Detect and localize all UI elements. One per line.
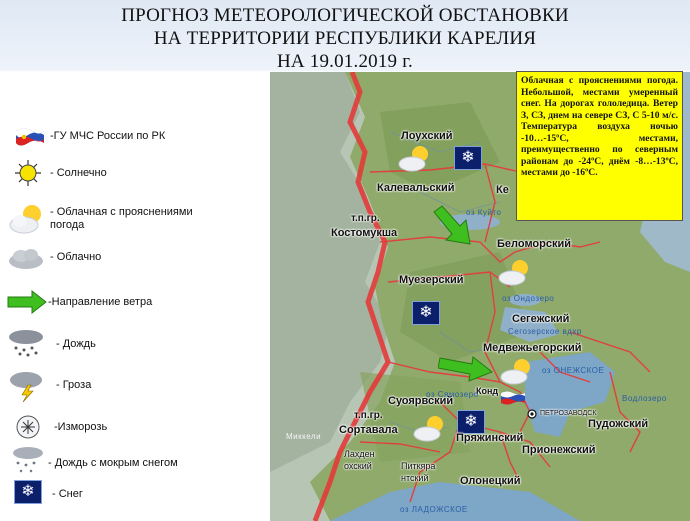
- legend-row-sun: [0, 158, 270, 188]
- sun-icon: [6, 158, 46, 188]
- title-line-3: НА 19.01.2019 г.: [276, 51, 414, 72]
- region-tpgr-sortavala: т.п.гр.: [354, 410, 383, 421]
- region-kostomuksha: Костомукша: [331, 227, 398, 239]
- water-vodlozero: Водлозеро: [622, 394, 667, 403]
- region-lakhdenpokhsky-1: Лахден: [344, 449, 375, 459]
- legend-label-frost: -Изморозь: [54, 421, 108, 433]
- wind-arrow-icon: [438, 354, 494, 384]
- legend-row-frost: [0, 412, 270, 442]
- region-sortavala: Сортавала: [339, 424, 398, 436]
- region-belomorsky: Беломорский: [497, 238, 572, 250]
- water-syamozero: оз Сямозеро: [426, 390, 479, 399]
- region-lakhdenpokhsky-2: охский: [344, 461, 372, 471]
- forecast-text-box: Облачная с прояснениями погода. Небольшой, местами умеренный снег. На дорогах гололедица. Ветер З, СЗ, днем на севере СЗ, С 5-10 м/с. Температура воздуха ночью -10…-15ºС, местами, преимущественно по северным районам до -24ºС, днём -8…-13ºС, местами до -16ºС.: [516, 71, 683, 221]
- flag-icon: [6, 123, 46, 153]
- legend-row-partly-cloudy: [0, 202, 270, 238]
- flag-icon: [500, 390, 526, 406]
- water-ladoga: оз ЛАДОЖСКОЕ: [400, 505, 468, 514]
- legend-row-cloud: [0, 243, 270, 273]
- region-pitkyaranta-1: Питкяра: [401, 461, 436, 471]
- partly-cloudy-icon: [411, 414, 447, 444]
- city-petrozavodsk: ПЕТРОЗАВОДСК: [540, 410, 597, 417]
- cloud-icon: [6, 243, 46, 273]
- region-prionezhsky: Прионежский: [522, 444, 596, 456]
- sleet-icon: [6, 445, 46, 475]
- legend-label-snow: - Снег: [52, 488, 83, 500]
- region-kalevalsky: Калевальский: [377, 182, 455, 194]
- legend-row-rain: [0, 328, 270, 358]
- region-pudozhsky: Пудожский: [588, 418, 649, 430]
- region-suoyarvsky: Суоярвский: [388, 395, 454, 407]
- legend-label-partly-cloudy: - Облачная с прояснениями погода: [50, 206, 193, 231]
- region-kem: Ке: [496, 184, 509, 196]
- partly-cloudy-icon: [6, 202, 46, 238]
- partly-cloudy-icon: [496, 258, 532, 288]
- region-medvezhyegorsky: Медвежьегорский: [483, 342, 582, 354]
- legend-row-wind: [0, 287, 270, 317]
- region-pryazhinsky: Пряжинский: [456, 432, 524, 444]
- legend-label-wind: -Направление ветра: [48, 296, 153, 308]
- legend-row-thunderstorm: [0, 369, 270, 403]
- title-line-1: ПРОГНОЗ МЕТЕОРОЛОГИЧЕСКОЙ ОБСТАНОВКИ: [121, 5, 569, 26]
- legend-label-flag: -ГУ МЧС России по РК: [50, 130, 166, 142]
- region-pitkyaranta-2: нтский: [401, 473, 429, 483]
- water-kuito: оз Куйто: [466, 208, 502, 217]
- legend-row-flag: [0, 123, 270, 153]
- frost-icon: [6, 412, 46, 442]
- snowflake-icon: ❄: [412, 301, 440, 325]
- legend-row-sleet: [0, 445, 270, 475]
- legend-row-snow: [0, 478, 270, 508]
- snowflake-icon: ❄: [454, 146, 482, 170]
- region-muezersky: Муезерский: [399, 274, 464, 286]
- title-line-2: НА ТЕРРИТОРИИ РЕСПУБЛИКИ КАРЕЛИЯ: [153, 28, 537, 49]
- region-tpgr-kostomuksha: т.п.гр.: [351, 213, 380, 224]
- legend: [0, 72, 270, 521]
- water-mikkeli: Миккели: [286, 432, 322, 441]
- water-onego: оз ОНЕЖСКОЕ: [542, 366, 605, 375]
- legend-label-cloud: - Облачно: [50, 251, 102, 263]
- region-olonetsky: Олонецкий: [460, 475, 521, 487]
- region-kondopoga: Конд: [476, 386, 499, 396]
- region-louhsky: Лоухский: [401, 130, 453, 142]
- legend-label-sleet: - Дождь с мокрым снегом: [48, 457, 178, 469]
- water-onda: оз Ондозеро: [502, 294, 555, 303]
- snowflake-icon: ❄: [14, 480, 42, 504]
- partly-cloudy-icon: [498, 357, 534, 387]
- region-segezhsky: Сегежский: [512, 313, 570, 325]
- partly-cloudy-icon: [396, 144, 432, 174]
- thunderstorm-icon: [6, 369, 46, 403]
- wind-arrow-icon: [6, 287, 46, 317]
- legend-label-rain: - Дождь: [56, 338, 96, 350]
- legend-label-sun: - Солнечно: [50, 167, 107, 179]
- water-segozero: Сегозерское вдхр: [508, 327, 582, 336]
- rain-icon: [6, 328, 46, 358]
- page-title: [0, 4, 690, 73]
- snowflake-icon: ❄: [457, 410, 485, 434]
- legend-label-thunderstorm: - Гроза: [56, 379, 92, 391]
- snow-icon: [6, 478, 46, 508]
